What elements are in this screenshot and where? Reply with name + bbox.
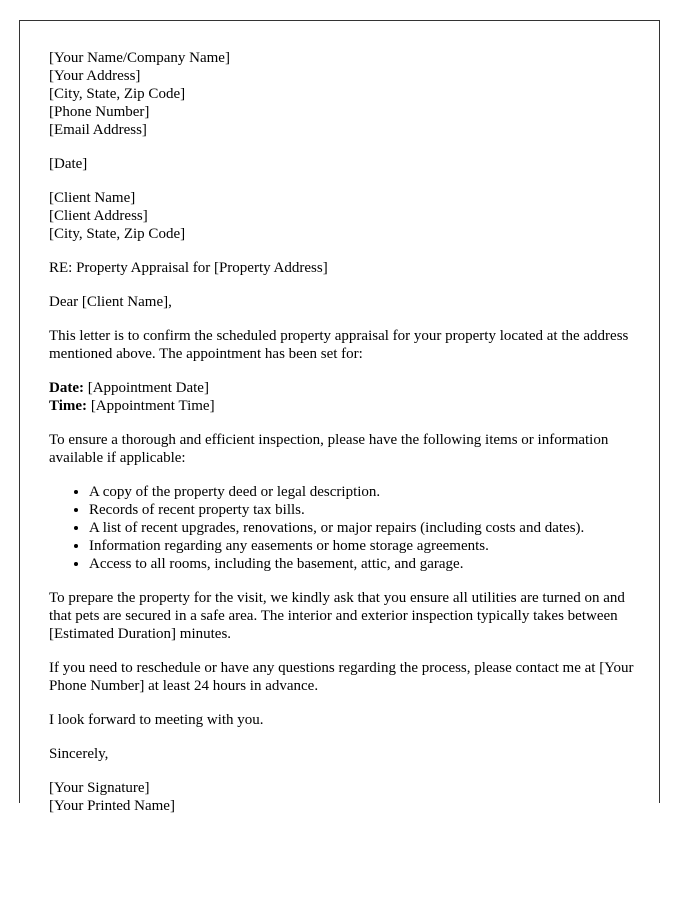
appointment-details: [49, 379, 649, 415]
recipient-city-state-zip: [City, State, Zip Code]: [49, 226, 186, 242]
subject-line: RE: Property Appraisal for [Property Address]: [49, 260, 328, 276]
sender-phone: [Phone Number]: [49, 104, 150, 120]
appointment-time-label: Time:: [49, 398, 88, 414]
appointment-date-value: [Appointment Date]: [83, 380, 209, 396]
intro-paragraph: This letter is to confirm the scheduled property appraisal for your property located at the address mentioned above. The appointment has been set for:: [49, 328, 629, 362]
list-item: • Records of recent property tax bills.: [89, 501, 649, 519]
sender-address: [Your Address]: [49, 68, 141, 84]
appointment-time-value: [Appointment Time]: [87, 398, 215, 414]
signature: [Your Signature]: [49, 780, 150, 796]
recipient-block: [49, 189, 649, 243]
signature-block: [49, 779, 649, 815]
list-item: • Access to all rooms, including the basement, attic, and garage.: [89, 555, 649, 573]
list-item: • A list of recent upgrades, renovations, or major repairs (including costs and dates).: [89, 519, 649, 537]
list-item: • A copy of the property deed or legal description.: [89, 483, 649, 501]
appointment-time: [49, 397, 649, 415]
printed-name: [Your Printed Name]: [49, 798, 175, 814]
items-intro-paragraph: To ensure a thorough and efficient inspection, please have the following items or information available if applicable:: [49, 432, 609, 466]
appointment-date: [49, 379, 649, 397]
appointment-date-label: Date:: [49, 380, 84, 396]
preparation-paragraph: To prepare the property for the visit, we kindly ask that you ensure all utilities are turned on and that pets are secured in a safe area. The interior and exterior inspection typically takes between [Estimated Duration] minutes.: [49, 590, 625, 642]
required-items-list: [49, 483, 649, 573]
letter-content: [49, 49, 649, 831]
sender-city-state-zip: [City, State, Zip Code]: [49, 86, 186, 102]
list-item: • Information regarding any easements or home storage agreements.: [89, 537, 649, 555]
sender-email: [Email Address]: [49, 122, 147, 138]
sign-off: Sincerely,: [49, 746, 109, 762]
recipient-address: [Client Address]: [49, 208, 148, 224]
sender-name: [Your Name/Company Name]: [49, 50, 230, 66]
recipient-name: [Client Name]: [49, 190, 136, 206]
salutation: Dear [Client Name],: [49, 294, 172, 310]
reschedule-paragraph: If you need to reschedule or have any questions regarding the process, please contact me at [Your Phone Number] at least 24 hours in advance.: [49, 660, 634, 694]
closing-line: I look forward to meeting with you.: [49, 712, 264, 728]
letter-page: [19, 20, 660, 814]
sender-block: [49, 49, 649, 139]
letter-date: [Date]: [49, 156, 88, 172]
